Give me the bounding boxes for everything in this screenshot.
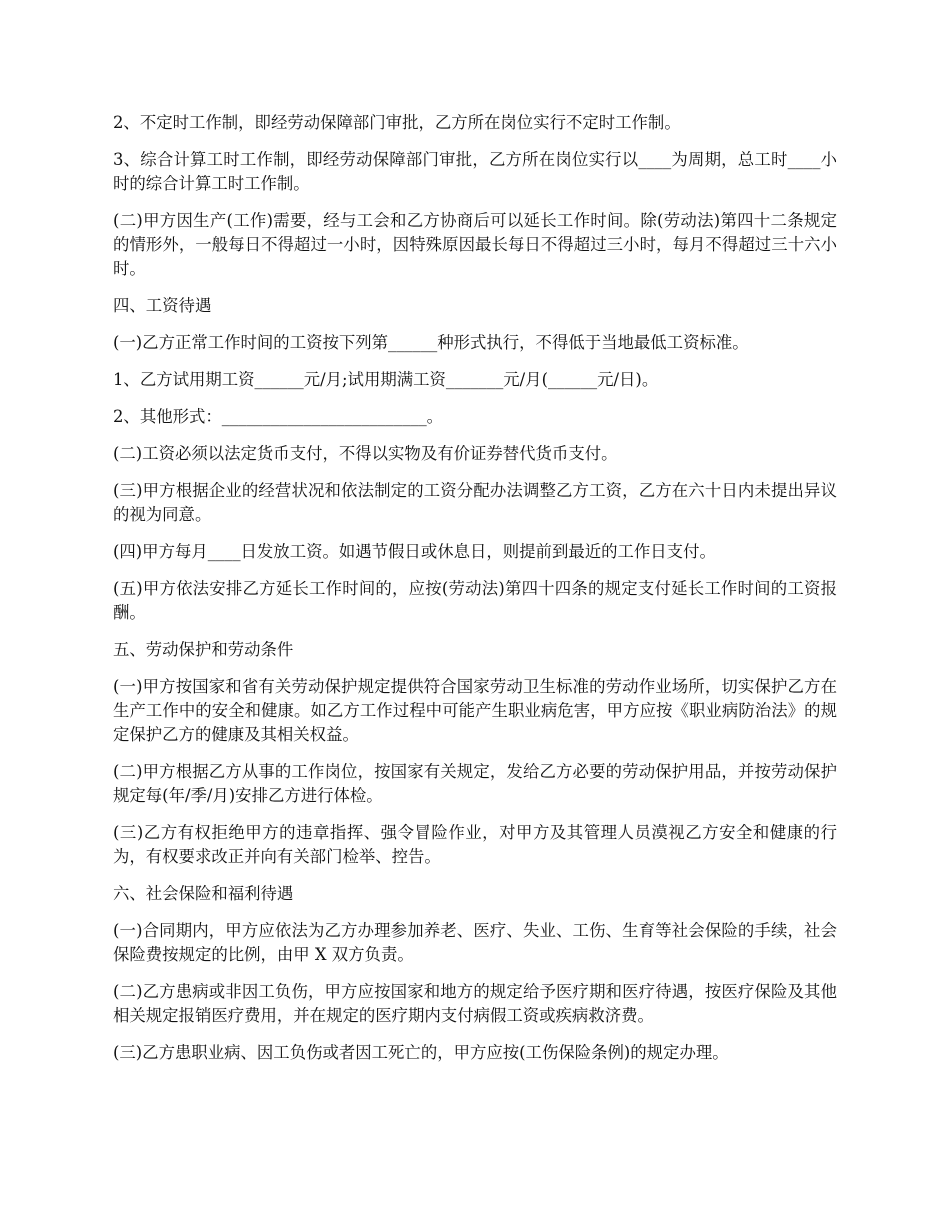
paragraph-sick-leave: (二)乙方患病或非因工负伤，甲方应按国家和地方的规定给予医疗期和医疗待遇，按医疗保险及其他相关规定报销医疗费用，并在规定的医疗期内支付病假工资或疾病救济费。 — [113, 982, 837, 1025]
paragraph-payday: (四)甲方每月____日发放工资。如遇节假日或休息日，则提前到最近的工作日支付。 — [113, 542, 716, 561]
paragraph-wage-adjustment: (三)甲方根据企业的经营状况和依法制定的工资分配办法调整乙方工资，乙方在六十日内未提出异议的视为同意。 — [113, 481, 837, 524]
paragraph-flexible-hours: 2、不定时工作制，即经劳动保障部门审批，乙方所在岗位实行不定时工作制。 — [113, 113, 681, 132]
section-heading-labor-protection: 五、劳动保护和劳动条件 — [113, 640, 294, 659]
paragraph-other-form: 2、其他形式：_________________________。 — [113, 407, 444, 426]
paragraph-comprehensive-hours: 3、综合计算工时工作制，即经劳动保障部门审批，乙方所在岗位实行以____为周期，总工时____小时的综合计算工时工作制。 — [113, 150, 837, 193]
section-heading-wages: 四、工资待遇 — [113, 296, 212, 315]
paragraph-work-environment: (一)甲方按国家和省有关劳动保护规定提供符合国家劳动卫生标准的劳动作业场所，切实保护乙方在生产工作中的安全和健康。如乙方工作过程中可能产生职业病危害，甲方应按《职业病防治法》的规定保护乙方的健康及其相关权益。 — [113, 677, 837, 744]
paragraph-overtime-extension: (二)甲方因生产(工作)需要，经与工会和乙方协商后可以延长工作时间。除(劳动法)第四十二条规定的情形外，一般每日不得超过一小时，因特殊原因最长每日不得超过三小时，每月不得超过三十六小时。 — [113, 211, 837, 278]
paragraph-protective-equipment: (二)甲方根据乙方从事的工作岗位，按国家有关规定，发给乙方必要的劳动保护用品，并按劳动保护规定每(年/季/月)安排乙方进行体检。 — [113, 762, 837, 805]
paragraph-overtime-pay: (五)甲方依法安排乙方延长工作时间的，应按(劳动法)第四十四条的规定支付延长工作时间的工资报酬。 — [113, 579, 837, 622]
paragraph-occupational-injury: (三)乙方患职业病、因工负伤或者因工死亡的，甲方应按(工伤保险条例)的规定办理。 — [113, 1043, 729, 1062]
paragraph-wage-form: (一)乙方正常工作时间的工资按下列第______种形式执行，不得低于当地最低工资标准。 — [113, 333, 749, 352]
paragraph-probation-wage: 1、乙方试用期工资______元/月;试用期满工资_______元/月(______元/日)。 — [113, 370, 659, 389]
paragraph-right-to-refuse: (三)乙方有权拒绝甲方的违章指挥、强令冒险作业，对甲方及其管理人员漠视乙方安全和健康的行为，有权要求改正并向有关部门检举、控告。 — [113, 823, 837, 866]
paragraph-insurance-enrollment: (一)合同期内，甲方应依法为乙方办理参加养老、医疗、失业、工伤、生育等社会保险的手续，社会保险费按规定的比例，由甲 X 双方负责。 — [113, 921, 837, 964]
document-body — [113, 111, 837, 1078]
section-heading-social-insurance: 六、社会保险和福利待遇 — [113, 884, 294, 903]
paragraph-legal-currency: (二)工资必须以法定货币支付，不得以实物及有价证券替代货币支付。 — [113, 444, 618, 463]
